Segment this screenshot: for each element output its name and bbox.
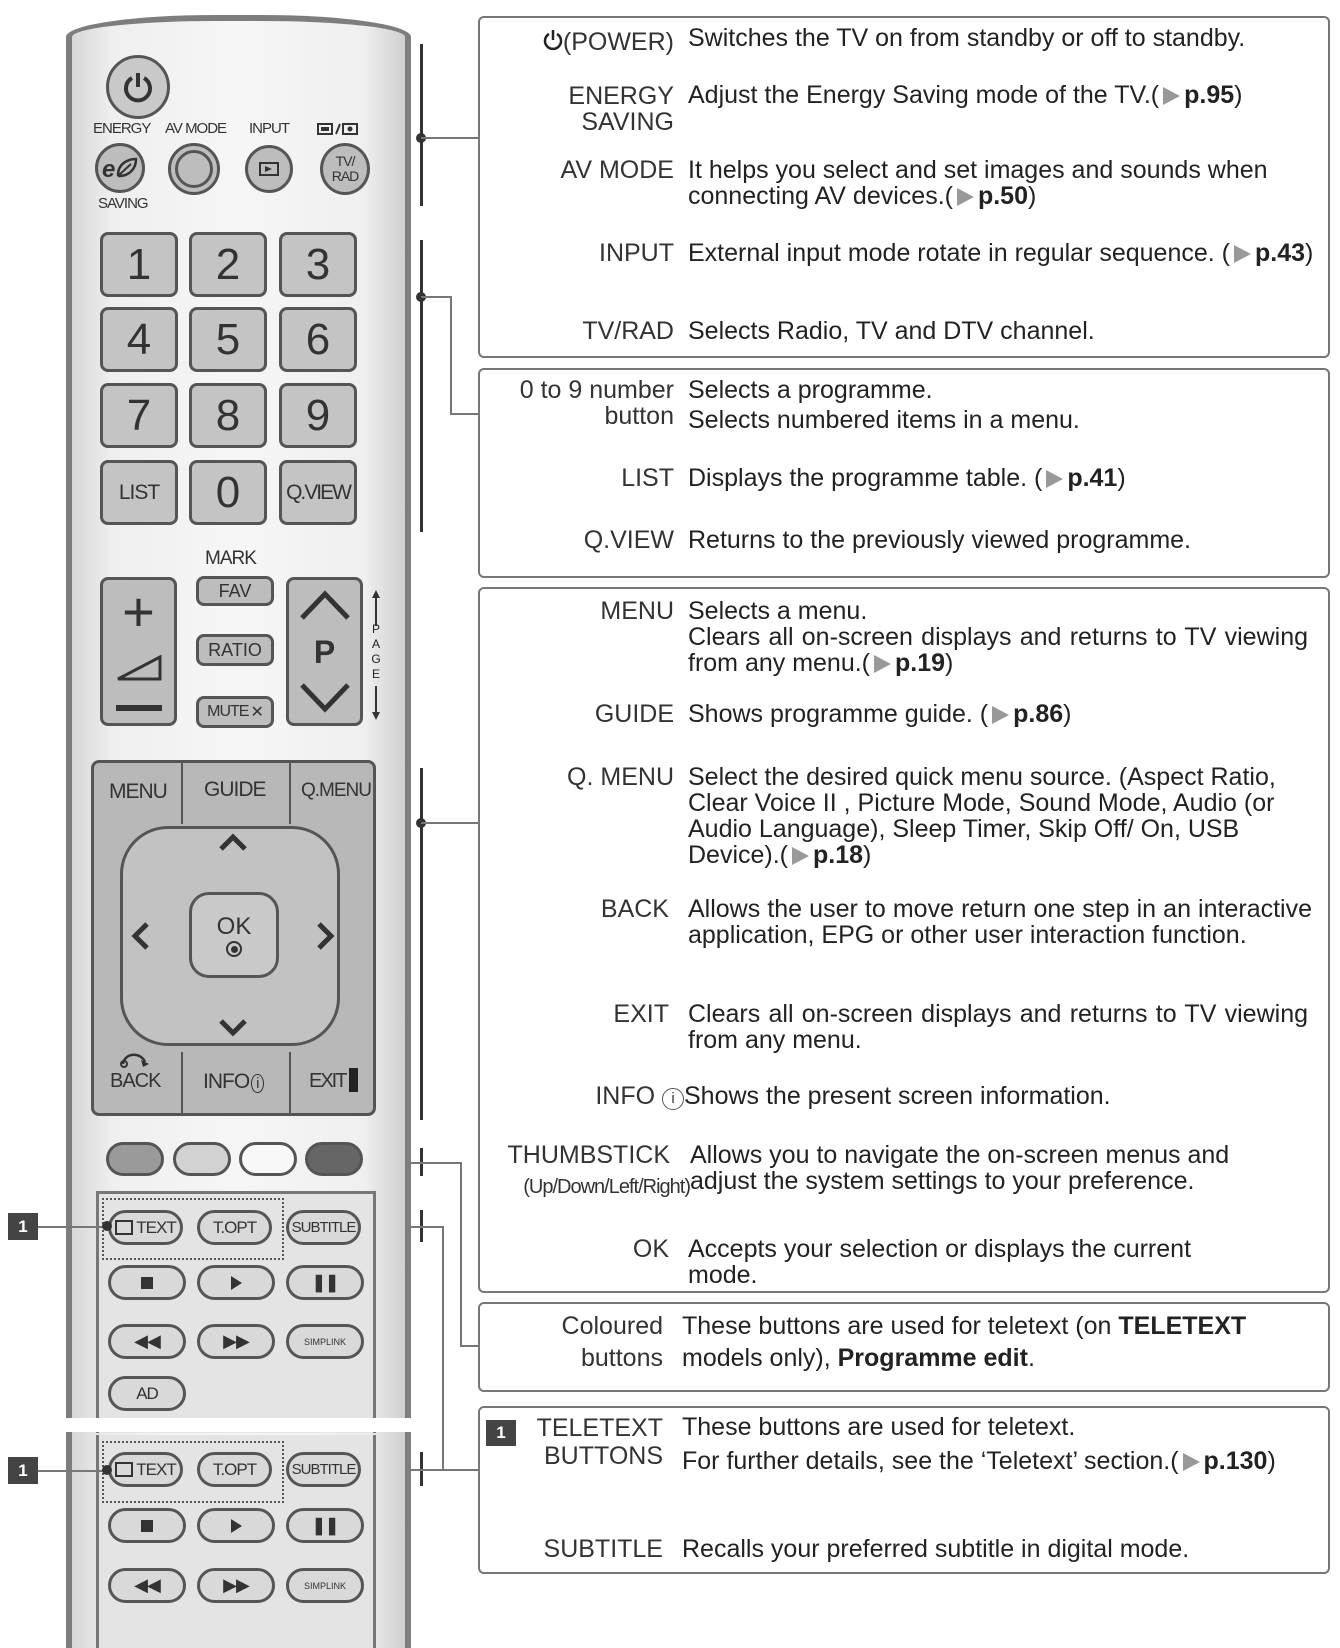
- page-ref-arrow-icon: [957, 188, 974, 206]
- coloured-desc-c: .: [1027, 1344, 1035, 1372]
- input-desc-text: External input mode rotate in regular sequence. (: [688, 239, 1230, 267]
- number-button-9[interactable]: 9: [279, 383, 357, 448]
- back-desc: Allows the user to move return one step in an interactive application, EPG or other user interaction function.: [688, 895, 1312, 949]
- number-desc: [688, 377, 1313, 433]
- number-button-1[interactable]: 1: [100, 232, 178, 297]
- teletext-box-badge: 1: [486, 1420, 516, 1446]
- page-ref-arrow-icon: [792, 847, 809, 865]
- av-mode-label: AV MODE: [165, 120, 227, 137]
- teletext-desc-text: For further details, see the ‘Teletext’ section.(: [682, 1447, 1179, 1475]
- page-ref-arrow-icon: [874, 655, 891, 673]
- menu-desc-line2: [688, 624, 1308, 676]
- stop-button[interactable]: [108, 1265, 186, 1300]
- list-term: LIST: [621, 464, 674, 492]
- text-label: TEXT: [136, 1459, 176, 1479]
- exit-icon: [349, 1068, 358, 1092]
- coloured-term-line2: buttons: [580, 1344, 663, 1372]
- input-page-ref: p.43: [1254, 239, 1306, 267]
- play-icon: [231, 1519, 242, 1533]
- paren: ): [1063, 700, 1072, 728]
- remote-break: [60, 1418, 420, 1432]
- number-button-5[interactable]: 5: [189, 307, 267, 372]
- energy-saving-button[interactable]: [95, 143, 145, 193]
- ok-label: OK: [216, 913, 252, 940]
- back-term: BACK: [600, 895, 669, 923]
- input-label: INPUT: [249, 120, 289, 137]
- number-button-6[interactable]: 6: [279, 307, 357, 372]
- play-button[interactable]: [197, 1265, 275, 1300]
- fav-button[interactable]: FAV: [196, 576, 274, 606]
- teletext-desc-line2: [682, 1448, 1302, 1474]
- ok-dot-icon: [226, 941, 242, 957]
- text-button[interactable]: [108, 1210, 183, 1245]
- leaf-icon: [101, 155, 139, 181]
- yellow-button[interactable]: [239, 1142, 297, 1176]
- nav-divider: [289, 1052, 291, 1114]
- menu-desc: [688, 598, 1308, 676]
- qmenu-desc-text: Select the desired quick menu source. (Aspect Ratio, Clear Voice II , Picture Mode, Sound Mode, Audio (or Audio Language), Sleep Timer, Skip Off/ On, USB Device).(: [688, 763, 1276, 869]
- subtitle-term: SUBTITLE: [543, 1535, 663, 1563]
- fast-forward-icon: ▶▶: [223, 1331, 249, 1351]
- connector: [411, 1162, 461, 1164]
- mark-label: MARK: [205, 548, 256, 569]
- av-mode-inner-ring: [175, 150, 213, 188]
- power-term: [543, 29, 674, 55]
- menu-desc-line1: Selects a menu.: [688, 597, 868, 625]
- bracket-line: [420, 240, 423, 532]
- power-desc: Switches the TV on from standby or off to standby.: [688, 24, 1246, 52]
- paren: ): [1234, 81, 1243, 109]
- coloured-bold-teletext: TELETEXT: [1118, 1312, 1247, 1340]
- rewind-icon: ◀◀: [134, 1575, 160, 1595]
- teletext-term-line1: TELETEXT: [536, 1414, 663, 1442]
- coloured-bold-programme-edit: Programme edit: [837, 1344, 1028, 1372]
- svg-text:e: e: [102, 156, 116, 181]
- exit-desc: Clears all on-screen displays and returns to TV viewing from any menu.: [688, 1000, 1308, 1054]
- qmenu-desc: [688, 764, 1300, 868]
- subtitle-button[interactable]: SUBTITLE: [286, 1210, 361, 1245]
- number-term: [520, 377, 674, 429]
- saving-label: SAVING: [98, 195, 148, 212]
- menu-button[interactable]: MENU: [109, 780, 167, 803]
- programme-rocker[interactable]: [286, 577, 363, 726]
- ad-button[interactable]: AD: [108, 1376, 186, 1411]
- ok-desc: Accepts your selection or displays the current mode.: [688, 1235, 1192, 1289]
- menu-desc-text: Clears all on-screen displays and returns to TV viewing from any menu.(: [688, 623, 1308, 677]
- connector: [421, 822, 478, 824]
- list-desc: [688, 465, 1313, 491]
- input-button[interactable]: [245, 145, 293, 193]
- qview-button[interactable]: Q.VIEW: [279, 460, 357, 525]
- tv-rad-button[interactable]: [320, 143, 370, 195]
- page-ref-arrow-icon: [992, 706, 1009, 724]
- page-letter: E: [371, 667, 380, 681]
- paren: ): [1305, 239, 1314, 267]
- paren: ): [1028, 182, 1037, 210]
- connector: [421, 137, 478, 139]
- qview-term: Q.VIEW: [583, 526, 674, 554]
- guide-button[interactable]: GUIDE: [204, 778, 266, 801]
- list-desc-text: Displays the programme table. (: [688, 464, 1043, 492]
- list-button[interactable]: LIST: [100, 460, 178, 525]
- badge-leader-line: [38, 1470, 108, 1472]
- page-ref-arrow-icon: [1234, 245, 1251, 263]
- pause-button[interactable]: [286, 1265, 364, 1300]
- coloured-desc-a: These buttons are used for teletext (on: [682, 1312, 1119, 1340]
- power-term-text: (POWER): [562, 28, 674, 56]
- nav-down-icon[interactable]: [218, 1018, 248, 1038]
- teletext-desc-line1: These buttons are used for teletext.: [682, 1413, 1076, 1441]
- paren: ): [1267, 1447, 1276, 1475]
- volume-rocker[interactable]: [100, 577, 177, 726]
- info-desc: Shows the present screen information.: [684, 1082, 1111, 1110]
- play-icon: [231, 1276, 242, 1290]
- input-desc: [688, 240, 1318, 266]
- tv-rad-desc: Selects Radio, TV and DTV channel.: [688, 317, 1095, 345]
- av-mode-term: AV MODE: [560, 156, 674, 184]
- tv-rad-term: TV/RAD: [582, 317, 674, 345]
- number-button-4[interactable]: 4: [100, 307, 178, 372]
- power-icon: [543, 29, 563, 51]
- pause-icon: ❚❚: [311, 1272, 339, 1292]
- connector: [460, 1345, 478, 1347]
- connector: [450, 413, 478, 415]
- back-button[interactable]: BACK: [110, 1070, 161, 1092]
- input-term: INPUT: [599, 239, 674, 267]
- text-label: TEXT: [136, 1217, 176, 1237]
- stop-button-repeat[interactable]: [108, 1508, 186, 1543]
- energy-saving-desc: [688, 82, 1318, 108]
- play-button-repeat[interactable]: [197, 1508, 275, 1543]
- simplink-button[interactable]: SIMPLINK: [286, 1324, 364, 1359]
- number-desc-line2: Selects numbered items in a menu.: [688, 406, 1080, 434]
- input-icon: [257, 161, 281, 177]
- list-page-ref: p.41: [1067, 464, 1118, 492]
- qmenu-button[interactable]: Q.MENU: [301, 780, 371, 801]
- number-term-line1: 0 to 9 number: [519, 376, 674, 404]
- blue-button[interactable]: [305, 1142, 363, 1176]
- tv-rad-mode-icon: [317, 122, 359, 136]
- green-button[interactable]: [173, 1142, 231, 1176]
- info-icon: i: [251, 1074, 263, 1093]
- page-ref-arrow-icon: [1183, 1453, 1200, 1471]
- coloured-term-line1: Coloured: [561, 1312, 663, 1340]
- paren: ): [1117, 464, 1126, 492]
- stop-icon: [141, 1520, 153, 1532]
- nav-right-icon[interactable]: [316, 921, 336, 951]
- nav-divider: [289, 762, 291, 824]
- connector: [442, 1226, 444, 1470]
- teletext-term: [537, 1414, 663, 1470]
- coloured-term: [562, 1310, 663, 1374]
- energy-label: ENERGY: [93, 120, 151, 137]
- badge-leader-dot: [102, 1465, 112, 1475]
- ok-term: OK: [632, 1235, 669, 1263]
- guide-desc: [688, 701, 1308, 727]
- number-desc-line1: Selects a programme.: [688, 376, 933, 404]
- nav-divider: [181, 1052, 183, 1114]
- fast-forward-button-repeat[interactable]: [197, 1568, 275, 1603]
- exit-term: EXIT: [613, 1000, 669, 1028]
- page-label: [370, 622, 382, 682]
- power-icon: [121, 70, 155, 104]
- teletext-badge-repeat: 1: [8, 1457, 38, 1484]
- chevron-up-icon: [298, 590, 352, 620]
- teletext-desc: [682, 1414, 1302, 1474]
- thumbstick-term-sub: (Up/Down/Left/Right): [523, 1176, 690, 1198]
- fast-forward-icon: ▶▶: [223, 1575, 249, 1595]
- power-button[interactable]: [106, 55, 170, 119]
- menu-page-ref: p.19: [895, 649, 946, 677]
- guide-term: GUIDE: [594, 700, 674, 728]
- page-letter: P: [371, 622, 380, 636]
- bracket-line: [420, 44, 423, 206]
- energy-saving-term: ENERGY SAVING: [568, 82, 674, 136]
- teletext-badge: 1: [8, 1213, 38, 1240]
- back-arrow-icon: [119, 1050, 151, 1068]
- mute-button[interactable]: [196, 696, 274, 728]
- number-button-2[interactable]: 2: [189, 232, 267, 297]
- text-icon: [115, 1462, 133, 1477]
- number-button-3[interactable]: 3: [279, 232, 357, 297]
- paren: ): [945, 649, 954, 677]
- number-term-line2: button: [604, 402, 674, 430]
- thumbstick-desc: Allows you to navigate the on-screen menus and adjust the system settings to your preference.: [690, 1141, 1230, 1195]
- qmenu-term: Q. MENU: [567, 763, 674, 791]
- av-mode-desc: [688, 157, 1288, 209]
- connector: [421, 296, 451, 298]
- text-button-repeat[interactable]: [108, 1452, 183, 1487]
- volume-icon: [116, 655, 162, 681]
- plus-icon: +: [122, 579, 155, 643]
- nav-left-icon[interactable]: [130, 921, 150, 951]
- minus-icon: [116, 705, 162, 711]
- guide-desc-text: Shows programme guide. (: [688, 700, 989, 728]
- chevron-down-icon: [298, 683, 352, 713]
- ratio-button[interactable]: RATIO: [196, 634, 274, 666]
- rewind-button[interactable]: [108, 1324, 186, 1359]
- stop-icon: [141, 1277, 153, 1289]
- info-term: [595, 1083, 684, 1110]
- programme-label: P: [313, 633, 336, 670]
- info-icon: i: [662, 1088, 684, 1110]
- info-button[interactable]: [203, 1070, 264, 1094]
- topt-button[interactable]: T.OPT: [197, 1210, 272, 1245]
- guide-page-ref: p.86: [1013, 700, 1064, 728]
- info-label: INFO: [203, 1070, 250, 1093]
- tv-rad-label: TV/ RAD: [331, 153, 359, 184]
- fast-forward-button[interactable]: [197, 1324, 275, 1359]
- exit-label: EXIT: [309, 1070, 346, 1092]
- menu-term: MENU: [600, 597, 674, 625]
- pause-button-repeat[interactable]: [286, 1508, 364, 1543]
- connector: [442, 1469, 478, 1471]
- subtitle-button-repeat[interactable]: SUBTITLE: [286, 1452, 361, 1487]
- page-ref-arrow-icon: [1046, 470, 1063, 488]
- subtitle-desc: Recalls your preferred subtitle in digital mode.: [682, 1535, 1190, 1563]
- number-button-0[interactable]: 0: [189, 460, 267, 525]
- rewind-icon: ◀◀: [134, 1331, 160, 1351]
- teletext-page-ref: p.130: [1203, 1447, 1268, 1475]
- pause-icon: ❚❚: [311, 1515, 339, 1535]
- topt-button-repeat[interactable]: T.OPT: [197, 1452, 272, 1487]
- teletext-term-line2: BUTTONS: [544, 1442, 663, 1470]
- nav-up-icon[interactable]: [218, 832, 248, 852]
- energy-saving-page-ref: p.95: [1184, 81, 1235, 109]
- red-button[interactable]: [106, 1142, 164, 1176]
- rewind-button-repeat[interactable]: [108, 1568, 186, 1603]
- connector: [450, 296, 452, 414]
- av-mode-button[interactable]: [168, 143, 220, 195]
- text-icon: [115, 1220, 133, 1235]
- coloured-desc-b: models only),: [682, 1344, 838, 1372]
- number-button-8[interactable]: 8: [189, 383, 267, 448]
- mute-icon: ✕: [250, 704, 263, 721]
- connector: [460, 1162, 462, 1346]
- av-mode-page-ref: p.50: [977, 182, 1028, 210]
- page-letter: A: [371, 637, 380, 651]
- info-term-text: INFO: [595, 1082, 656, 1110]
- thumbstick-term: THUMBSTICK: [507, 1141, 670, 1169]
- exit-button[interactable]: [309, 1068, 358, 1093]
- connector: [411, 1469, 443, 1471]
- qview-desc: Returns to the previously viewed programme.: [688, 526, 1192, 554]
- badge-leader-line: [38, 1226, 108, 1228]
- page-ref-arrow-icon: [1163, 87, 1180, 105]
- qmenu-page-ref: p.18: [813, 841, 864, 869]
- av-mode-desc-text: It helps you select and set images and sounds when connecting AV devices.(: [688, 156, 1268, 210]
- paren: ): [863, 841, 872, 869]
- connector: [411, 1226, 443, 1228]
- badge-leader-dot: [102, 1221, 112, 1231]
- page-letter: G: [371, 652, 381, 666]
- mute-label: MUTE: [207, 703, 249, 720]
- number-button-7[interactable]: 7: [100, 383, 178, 448]
- nav-divider: [181, 762, 183, 824]
- energy-saving-desc-text: Adjust the Energy Saving mode of the TV.(: [688, 81, 1160, 109]
- coloured-desc: [682, 1310, 1312, 1374]
- ok-button[interactable]: [189, 892, 279, 978]
- simplink-button-repeat[interactable]: SIMPLINK: [286, 1568, 364, 1603]
